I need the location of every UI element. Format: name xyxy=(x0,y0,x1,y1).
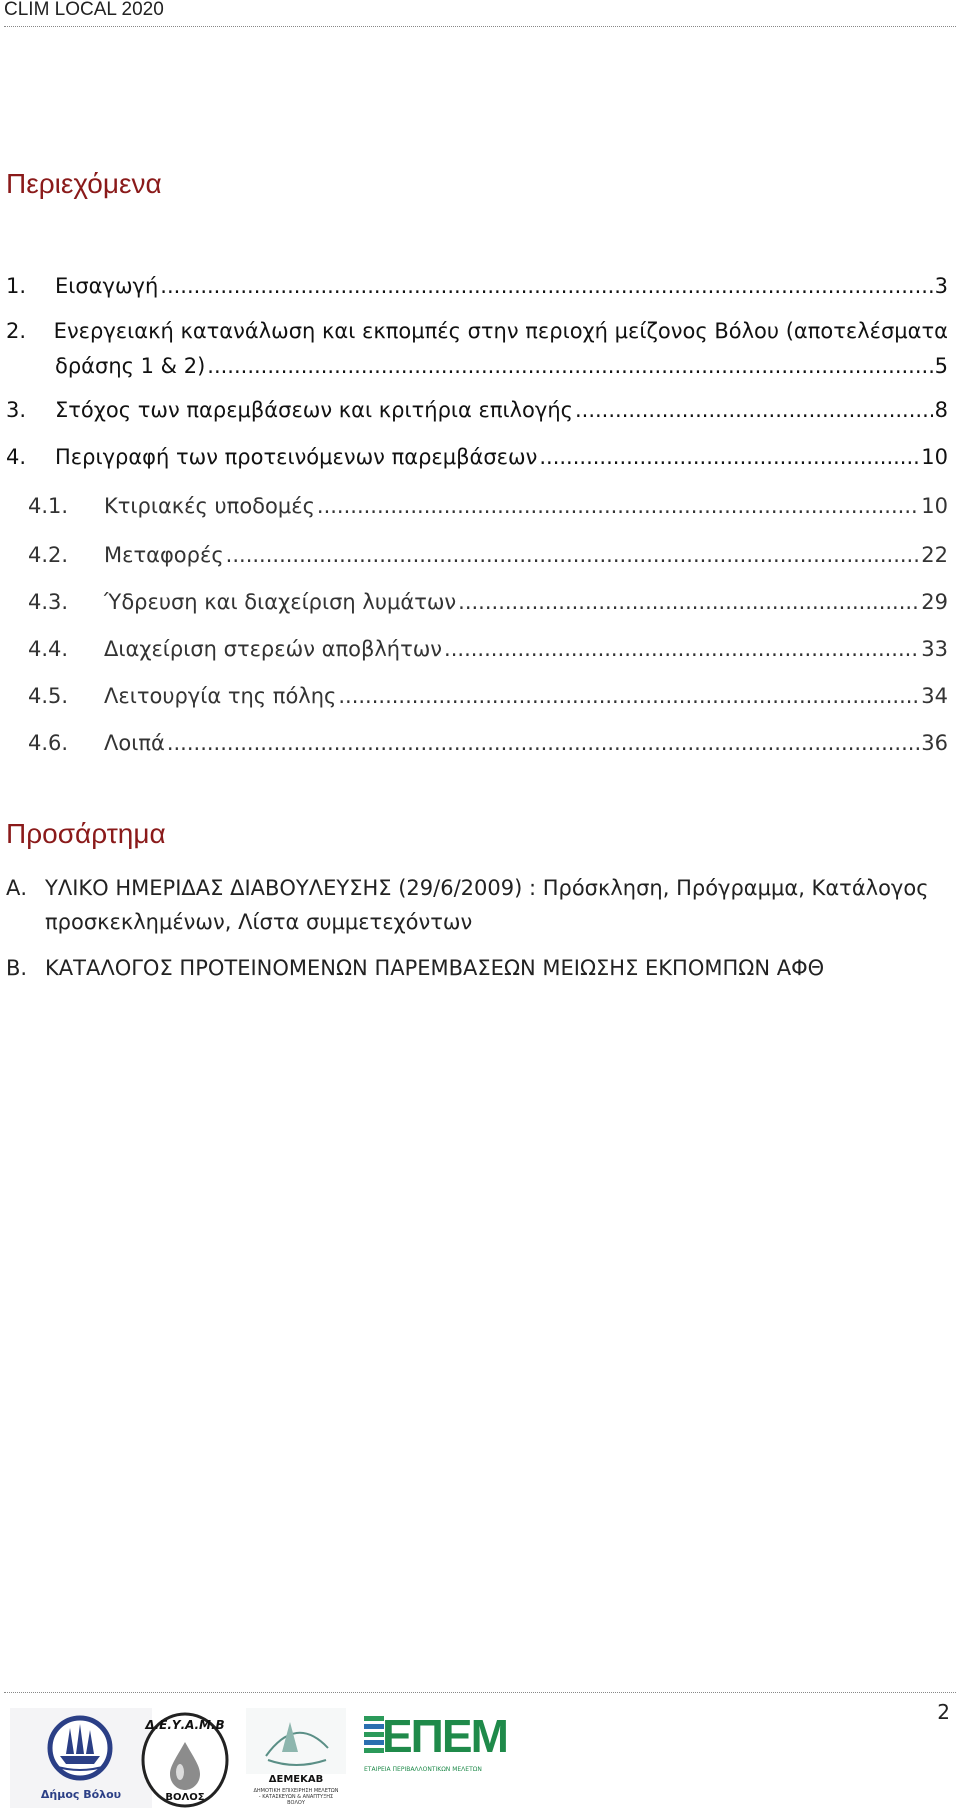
toc-entry-number: 4.4. xyxy=(28,637,69,661)
toc-entry-2-continued[interactable] xyxy=(55,354,948,378)
page-number: 2 xyxy=(937,1700,950,1724)
toc-entry-4-2[interactable] xyxy=(28,543,948,567)
toc-entry-number: 4. xyxy=(6,445,27,469)
page-header xyxy=(4,0,956,27)
demekav-text: ΔΕΜΕΚΑΒ xyxy=(268,1774,324,1785)
toc-entry-number: 2. xyxy=(6,319,27,343)
toc-entry-2[interactable] xyxy=(6,319,948,343)
appendix-item-a[interactable] xyxy=(6,871,929,905)
toc-entry-title: Μεταφορές xyxy=(104,543,224,567)
dimos-volou-text: Δήμος Βόλου xyxy=(40,1788,122,1801)
toc-entry-number: 4.2. xyxy=(28,543,69,567)
deyamv-logo xyxy=(140,1708,230,1808)
toc-entry-number: 4.3. xyxy=(28,590,69,614)
appendix-item-text-continued: προσκεκλημένων, Λίστα συμμετεχόντων xyxy=(45,910,473,934)
epem-text: ΕΠΕΜ xyxy=(382,1710,507,1762)
toc-dot-leader xyxy=(338,684,919,708)
toc-entry-number: 4.5. xyxy=(28,684,69,708)
toc-dot-leader xyxy=(575,398,933,422)
toc-entry-title: Ενεργειακή κατανάλωση και εκπομπές στην περιοχή μείζονος Βόλου (αποτελέσματα xyxy=(53,319,948,343)
toc-entry-title: Διαχείριση στερεών αποβλήτων xyxy=(104,637,443,661)
toc-dot-leader xyxy=(207,354,932,378)
toc-entry-4-5[interactable] xyxy=(28,684,948,708)
toc-entry-page: 10 xyxy=(921,494,948,518)
toc-dot-leader xyxy=(444,637,919,661)
header-title: CLIM LOCAL 2020 xyxy=(4,0,164,20)
deyamv-text: Δ.Ε.Υ.Α.Μ.Β xyxy=(145,1718,225,1732)
page-footer-rule xyxy=(4,1692,956,1693)
toc-dot-leader xyxy=(317,494,919,518)
toc-entry-number: 1. xyxy=(6,274,27,298)
toc-entry-1[interactable] xyxy=(6,274,948,298)
appendix-item-a-continued xyxy=(45,905,472,939)
toc-entry-page: 8 xyxy=(934,398,948,422)
toc-entry-page: 22 xyxy=(921,543,948,567)
epem-subtext: ΕΤΑΙΡΕΙΑ ΠΕΡΙΒΑΛΛΟΝΤΙΚΩΝ ΜΕΛΕΤΩΝ xyxy=(364,1766,482,1773)
toc-entry-page: 33 xyxy=(921,637,948,661)
toc-entry-page: 5 xyxy=(934,354,948,378)
toc-dot-leader xyxy=(226,543,920,567)
toc-dot-leader xyxy=(167,731,919,755)
toc-entry-title: Στόχος των παρεμβάσεων και κριτήρια επιλογής xyxy=(55,398,573,422)
toc-heading: Περιεχόμενα xyxy=(6,168,162,199)
appendix-item-label: Β. xyxy=(6,956,28,980)
deyamv-subtext: ΒΟΛΟΣ xyxy=(165,1792,205,1803)
toc-entry-title: Λοιπά xyxy=(104,731,165,755)
toc-entry-title: Ύδρευση και διαχείριση λυμάτων xyxy=(104,590,457,614)
toc-entry-title: Περιγραφή των προτεινόμενων παρεμβάσεων xyxy=(55,445,538,469)
appendix-item-b[interactable] xyxy=(6,951,824,985)
demekav-logo xyxy=(246,1708,346,1808)
toc-dot-leader xyxy=(458,590,919,614)
toc-entry-page: 3 xyxy=(934,274,948,298)
toc-entry-number: 4.6. xyxy=(28,731,69,755)
toc-entry-number: 4.1. xyxy=(28,494,69,518)
toc-entry-page: 10 xyxy=(921,445,948,469)
toc-entry-page: 36 xyxy=(921,731,948,755)
toc-entry-title: Κτιριακές υποδομές xyxy=(104,494,315,518)
toc-entry-4-3[interactable] xyxy=(28,590,948,614)
appendix-item-text: ΚΑΤΑΛΟΓΟΣ ΠΡΟΤΕΙΝΟΜΕΝΩΝ ΠΑΡΕΜΒΑΣΕΩΝ ΜΕΙΩΣΗΣ ΕΚΠΟΜΠΩΝ ΑΦΘ xyxy=(45,956,825,980)
appendix-heading: Προσάρτημα xyxy=(6,818,166,849)
toc-entry-4-4[interactable] xyxy=(28,637,948,661)
appendix-item-label: Α. xyxy=(6,876,28,900)
toc-dot-leader xyxy=(539,445,919,469)
toc-entry-4-6[interactable] xyxy=(28,731,948,755)
epem-logo xyxy=(364,1708,507,1788)
demekav-emblem xyxy=(246,1708,346,1774)
toc-entry-page: 29 xyxy=(921,590,948,614)
toc-entry-title: Εισαγωγή xyxy=(55,274,159,298)
toc-entry-page: 34 xyxy=(921,684,948,708)
toc-entry-title: Λειτουργία της πόλης xyxy=(104,684,337,708)
dimos-volou-logo xyxy=(10,1708,152,1808)
demekav-subtext: ΔΗΜΟΤΙΚΗ ΕΠΙΧΕΙΡΗΣΗ ΜΕΛΕΤΩΝ - ΚΑΤΑΣΚΕΥΩΝ & ΑΝΑΠΤΥΞΗΣ ΒΟΛΟΥ xyxy=(253,1788,339,1806)
toc-dot-leader xyxy=(160,274,932,298)
toc-entry-title-continued: δράσης 1 & 2) xyxy=(55,354,206,378)
toc-entry-4-1[interactable] xyxy=(28,494,948,518)
toc-entry-3[interactable] xyxy=(6,398,948,422)
toc-entry-4[interactable] xyxy=(6,445,948,469)
appendix-item-text: ΥΛΙΚΟ ΗΜΕΡΙΔΑΣ ΔΙΑΒΟΥΛΕΥΣΗΣ (29/6/2009) : Πρόσκληση, Πρόγραμμα, Κατάλογος xyxy=(45,876,929,900)
toc-entry-number: 3. xyxy=(6,398,27,422)
